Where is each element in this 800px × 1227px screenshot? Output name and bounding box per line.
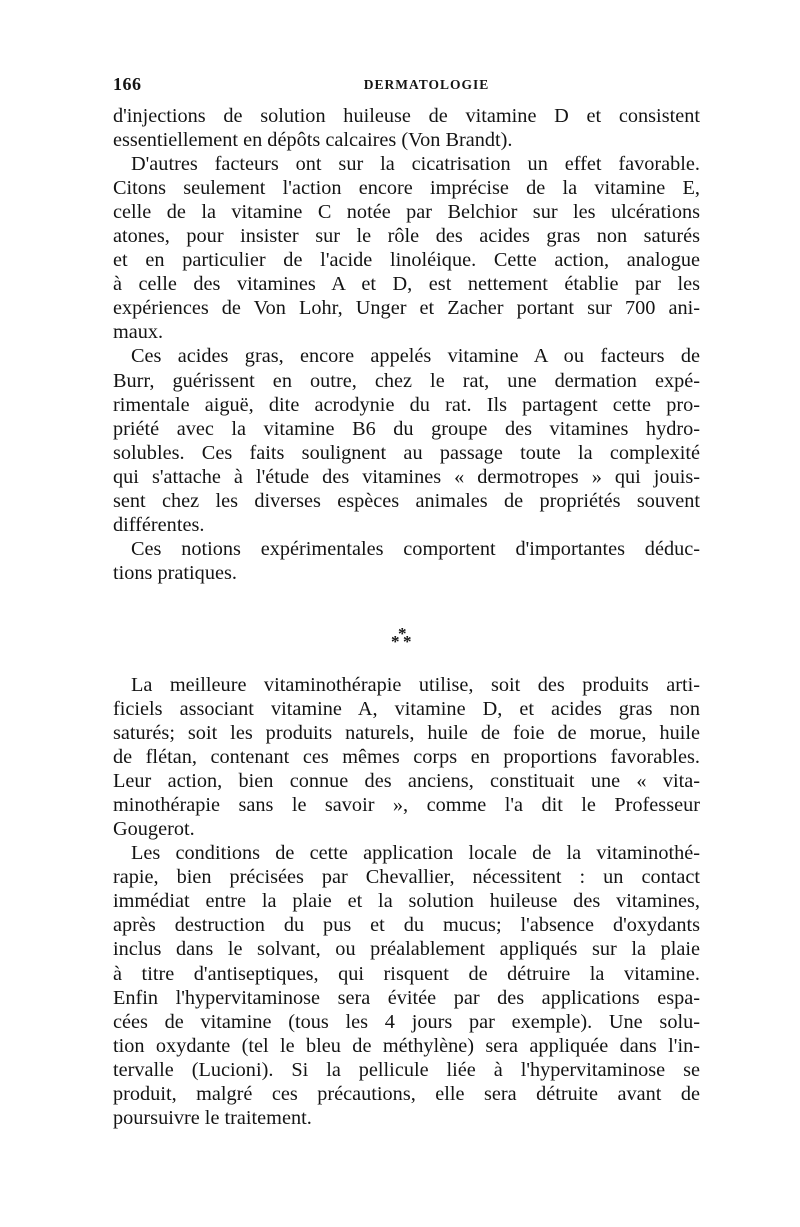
paragraph: [113, 344, 700, 536]
text-line: solubles. Ces faits soulignent au passage toute la complexité: [113, 441, 700, 464]
paragraph: [113, 152, 700, 344]
text-line: expériences de Von Lohr, Unger et Zacher portant sur 700 ani-: [113, 297, 700, 320]
paragraph: [113, 841, 700, 1130]
text-line: Les conditions de cette application locale de la vitaminothé-: [131, 842, 700, 865]
text-line: Burr, guérissent en outre, chez le rat, une dermation expé-: [113, 369, 700, 392]
text-line: d'injections de solution huileuse de vitamine D et consistent: [113, 105, 700, 127]
text-line: ficiels associant vitamine A, vitamine D, et acides gras non: [113, 697, 700, 720]
text-line: sent chez les diverses espèces animales de propriétés souvent: [113, 489, 700, 512]
asterism-separator: [113, 585, 700, 673]
text-line: de flétan, contenant ces mêmes corps en proportions favorables.: [113, 746, 700, 769]
text-line: saturés; soit les produits naturels, huile de foie de morue, huile: [113, 722, 700, 745]
text-line: immédiat entre la plaie et la solution huileuse des vitamines,: [113, 890, 700, 913]
text-line: produit, malgré ces précautions, elle sera détruite avant de: [113, 1082, 700, 1105]
page-header: [113, 74, 700, 104]
page-number: 166: [113, 74, 142, 94]
text-line: différentes.: [113, 513, 205, 536]
text-line: à titre d'antiseptiques, qui risquent de détruire la vitamine.: [113, 962, 700, 985]
asterism-star: *: [403, 631, 412, 651]
text-line: tervalle (Lucioni). Si la pellicule liée à l'hypervitaminose se: [113, 1058, 700, 1081]
text-line: qui s'attache à l'étude des vitamines « dermotropes » qui jouis-: [113, 465, 700, 488]
text-line: Gougerot.: [113, 818, 195, 841]
text-line: et en particulier de l'acide linoléique. Cette action, analogue: [113, 249, 700, 272]
text-line: Ces notions expérimentales comportent d'importantes déduc-: [131, 537, 700, 560]
text-line: celle de la vitamine C notée par Belchior sur les ulcérations: [113, 201, 700, 224]
book-page: [113, 74, 700, 1130]
text-line: rimentale aiguë, dite acrodynie du rat. Ils partagent cette pro-: [113, 393, 700, 416]
asterism-star: *: [398, 623, 407, 643]
text-line: après destruction du pus et du mucus; l'absence d'oxydants: [113, 914, 700, 937]
asterism-star: *: [391, 631, 400, 651]
text-line: atones, pour insister sur le rôle des acides gras non saturés: [113, 225, 700, 248]
paragraph: [113, 537, 700, 585]
text-line: La meilleure vitaminothérapie utilise, soit des produits arti-: [131, 673, 700, 696]
text-line: priété avec la vitamine B6 du groupe des vitamines hydro-: [113, 417, 700, 440]
text-line: minothérapie sans le savoir », comme l'a dit le Professeur: [113, 794, 700, 817]
text-line: poursuivre le traitement.: [113, 1106, 312, 1129]
text-line: Enfin l'hypervitaminose sera évitée par des applications espa-: [113, 986, 700, 1009]
body-text-after: [113, 673, 700, 1130]
text-line: tions pratiques.: [113, 561, 237, 584]
body-text-before: [113, 104, 700, 585]
text-line: cées de vitamine (tous les 4 jours par exemple). Une solu-: [113, 1010, 700, 1033]
text-line: tion oxydante (tel le bleu de méthylène) sera appliquée dans l'in-: [113, 1034, 700, 1057]
text-line: Ces acides gras, encore appelés vitamine A ou facteurs de: [131, 345, 700, 368]
text-line: Citons seulement l'action encore imprécise de la vitamine E,: [113, 177, 700, 200]
paragraph: [113, 673, 700, 841]
text-line: à celle des vitamines A et D, est nettement établie par les: [113, 273, 700, 296]
text-line: essentiellement en dépôts calcaires (Von Brandt).: [113, 129, 513, 152]
text-line: inclus dans le solvant, ou préalablement appliqués sur la plaie: [113, 938, 700, 961]
text-line: D'autres facteurs ont sur la cicatrisation un effet favorable.: [131, 153, 700, 176]
running-title: DERMATOLOGIE: [363, 77, 490, 92]
paragraph: [113, 104, 700, 152]
text-line: rapie, bien précisées par Chevallier, nécessitent : un contact: [113, 866, 700, 889]
text-line: maux.: [113, 321, 164, 344]
text-line: Leur action, bien connue des anciens, constituait une « vita-: [113, 770, 700, 793]
